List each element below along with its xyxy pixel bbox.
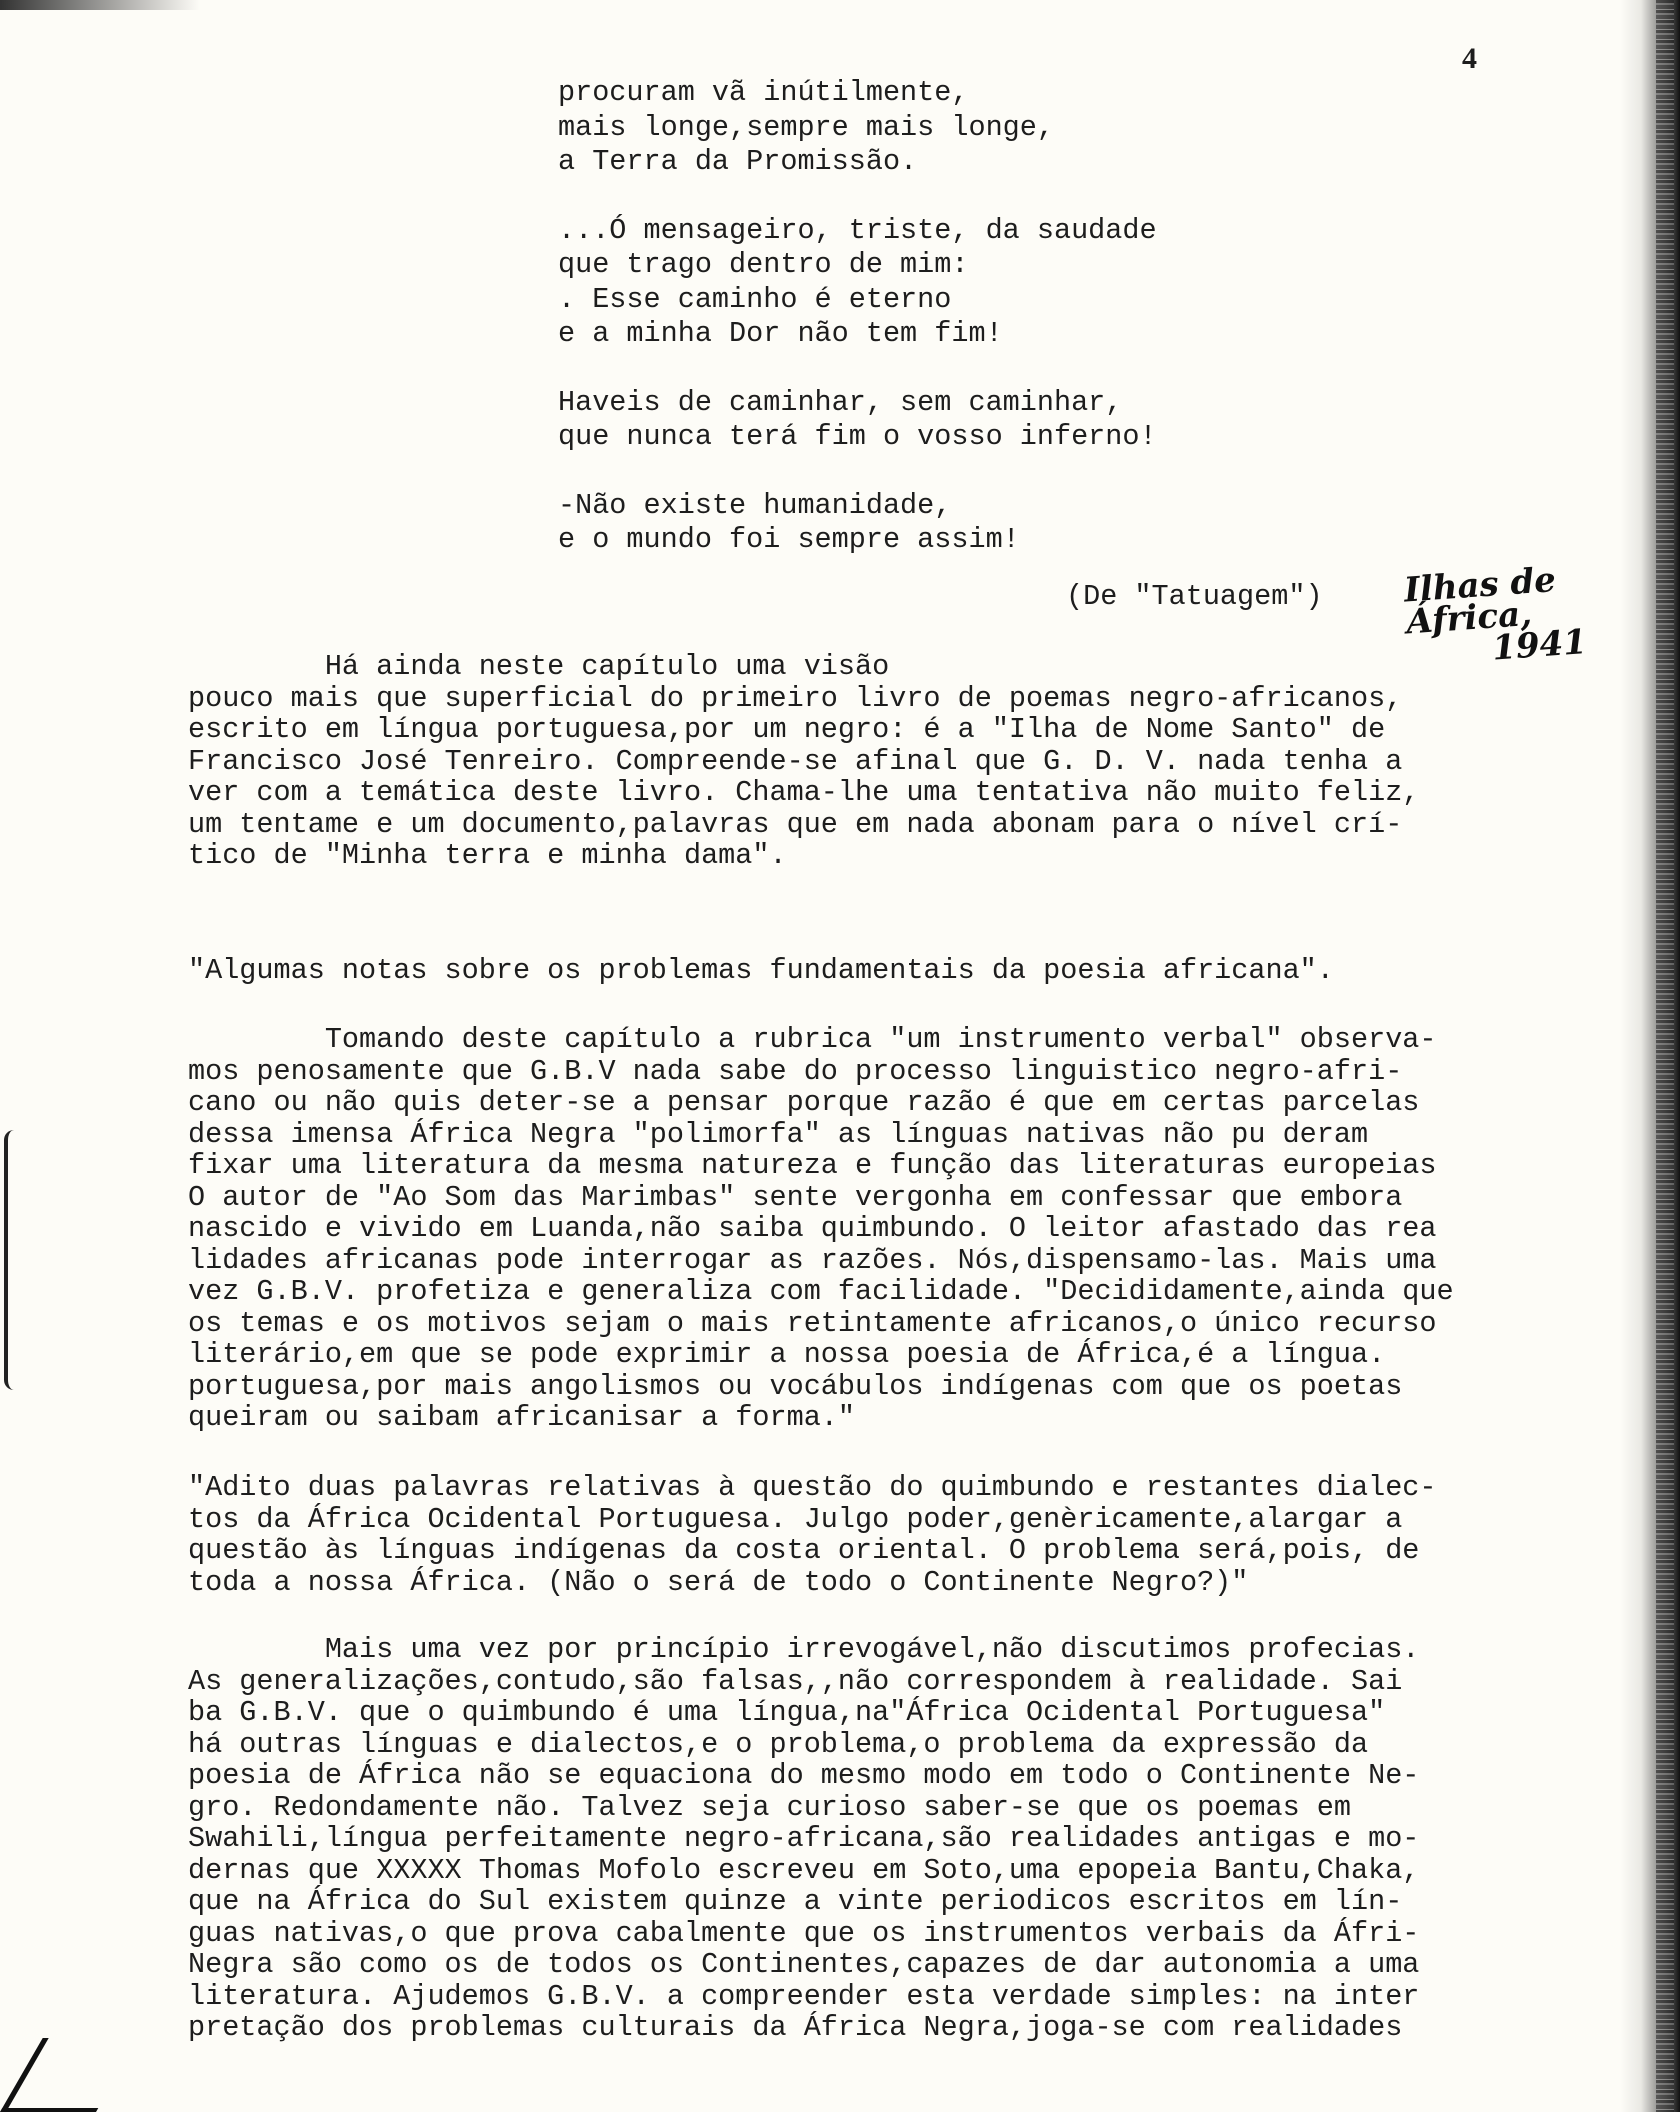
scan-edge-bottom-left <box>0 2038 139 2112</box>
margin-bracket-mark <box>4 1130 20 1390</box>
text-line: pouco mais que superficial do primeiro livro de poemas negro-africanos, <box>188 681 1403 715</box>
text-line: cano ou não quis deter-se a pensar porque razão é que em certas parcelas <box>188 1086 1420 1119</box>
text-line: gro. Redondamente não. Talvez seja curioso saber-se que os poemas em <box>188 1790 1351 1824</box>
text-line: escrito em língua portuguesa,por um negro: é a "Ilha de Nome Santo" de <box>188 713 1386 746</box>
text-line: guas nativas,o que prova cabalmente que os instrumentos verbais da Áfri- <box>188 1916 1420 1950</box>
poem-line: mais longe,sempre mais longe, <box>558 110 1054 144</box>
text-line: poesia de África não se equaciona do mesmo modo em todo o Continente Ne- <box>188 1759 1420 1792</box>
paragraph-tatuagem-review <box>188 651 1638 872</box>
text-line: Negra são como os de todos os Continentes,capazes de dar autonomia a uma <box>188 1948 1420 1981</box>
poem-line: que trago dentro de mim: <box>558 248 969 281</box>
text-line: O autor de "Ao Som das Marimbas" sente vergonha em confessar que embora <box>188 1180 1403 1214</box>
text-line: dernas que XXXXX Thomas Mofolo escreveu em Soto,uma epopeia Bantu,Chaka, <box>188 1853 1420 1887</box>
poem-line: Haveis de caminhar, sem caminhar, <box>558 385 1123 419</box>
poem-line: e a minha Dor não tem fim! <box>558 317 1003 350</box>
text-line: fixar uma literatura da mesma natureza e função das literaturas europeias <box>188 1149 1437 1182</box>
text-line: tico de "Minha terra e minha dama". <box>188 839 787 872</box>
text-line: portuguesa,por mais angolismos ou vocábulos indígenas com que os poetas <box>188 1369 1403 1403</box>
text-line: vez G.B.V. profetiza e generaliza com facilidade. "Decididamente,ainda que <box>188 1275 1454 1308</box>
poem-stanza <box>558 386 1157 455</box>
section-heading-text: "Algumas notas sobre os problemas fundamentais da poesia africana". <box>188 954 1334 987</box>
section-heading <box>188 955 1638 987</box>
text-line: queiram ou saibam africanisar a forma." <box>188 1401 856 1434</box>
text-line: ba G.B.V. que o quimbundo é uma língua,na"África Ocidental Portuguesa" <box>188 1696 1386 1729</box>
page-number: 4 <box>1462 42 1477 75</box>
text-line: Mais uma vez por princípio irrevogável,não discutimos profecias. <box>188 1633 1420 1666</box>
text-line: questão às línguas indígenas da costa oriental. O problema será,pois, de <box>188 1534 1420 1567</box>
paragraph-profecias <box>188 1634 1638 2044</box>
text-line: que na África do Sul existem quinze a vinte periodicos escritos em lín- <box>188 1885 1403 1918</box>
poem-stanza <box>558 489 1157 558</box>
text-line: As generalizações,contudo,são falsas,,não correspondem à realidade. Sai <box>188 1664 1403 1698</box>
text-line: literatura. Ajudemos G.B.V. a compreender esta verdade simples: na inter <box>188 1979 1420 2013</box>
text-line: pretação dos problemas culturais da África Negra,joga-se com realidades <box>188 2011 1403 2044</box>
text-line: mos penosamente que G.B.V nada sabe do processo linguistico negro-afri- <box>188 1054 1403 1088</box>
poem-line: e o mundo foi sempre assim! <box>558 523 1020 556</box>
poem-line: . Esse caminho é eterno <box>558 282 952 316</box>
poem-source: (De "Tatuagem") <box>1066 580 1323 613</box>
text-line: lidades africanas pode interrogar as razões. Nós,dispensamo-las. Mais uma <box>188 1243 1437 1277</box>
text-line: literário,em que se pode exprimir a nossa poesia de África,é a língua. <box>188 1338 1386 1371</box>
poem-line: procuram vã inútilmente, <box>558 76 969 109</box>
text-line: Tomando deste capítulo a rubrica "um instrumento verbal" observa- <box>188 1023 1437 1056</box>
text-line: toda a nossa África. (Não o será de todo o Continente Negro?)" <box>188 1565 1249 1599</box>
text-line: dessa imensa África Negra "polimorfa" as línguas nativas não pu deram <box>188 1117 1369 1151</box>
text-line: nascido e vivido em Luanda,não saiba quimbundo. O leitor afastado das rea <box>188 1212 1437 1245</box>
text-line: ver com a temática deste livro. Chama-lhe uma tentativa não muito feliz, <box>188 776 1420 809</box>
quotation-block <box>188 1472 1638 1598</box>
scan-edge-top <box>0 0 200 10</box>
poem-line: a Terra da Promissão. <box>558 145 918 178</box>
paragraph-instrumento-verbal <box>188 1024 1638 1434</box>
text-line: há outras línguas e dialectos,e o problema,o problema da expressão da <box>188 1727 1369 1761</box>
text-line: Swahili,língua perfeitamente negro-africana,são realidades antigas e mo- <box>188 1822 1420 1855</box>
text-line: um tentame e um documento,palavras que em nada abonam para o nível crí- <box>188 807 1403 841</box>
poem-stanza <box>558 76 1157 180</box>
poem-line: que nunca terá fim o vosso inferno! <box>558 420 1157 453</box>
text-line: "Adito duas palavras relativas à questão do quimbundo e restantes dialec- <box>188 1471 1437 1504</box>
text-line: Há ainda neste capítulo uma visão <box>188 650 890 683</box>
text-line: os temas e os motivos sejam o mais retintamente africanos,o único recurso <box>188 1306 1437 1340</box>
handwritten-annotation-line: 1941 <box>1490 622 1589 669</box>
handwritten-annotation-line: Ilhas de África, <box>1402 560 1558 643</box>
poem-line: ...Ó mensageiro, triste, da saudade <box>558 213 1157 247</box>
text-line: tos da África Ocidental Portuguesa. Julgo poder,genèricamente,alargar a <box>188 1502 1403 1536</box>
poem-excerpt <box>558 76 1157 592</box>
poem-stanza <box>558 214 1157 352</box>
text-line: Francisco José Tenreiro. Compreende-se afinal que G. D. V. nada tenha a <box>188 744 1403 778</box>
poem-line: -Não existe humanidade, <box>558 488 952 522</box>
